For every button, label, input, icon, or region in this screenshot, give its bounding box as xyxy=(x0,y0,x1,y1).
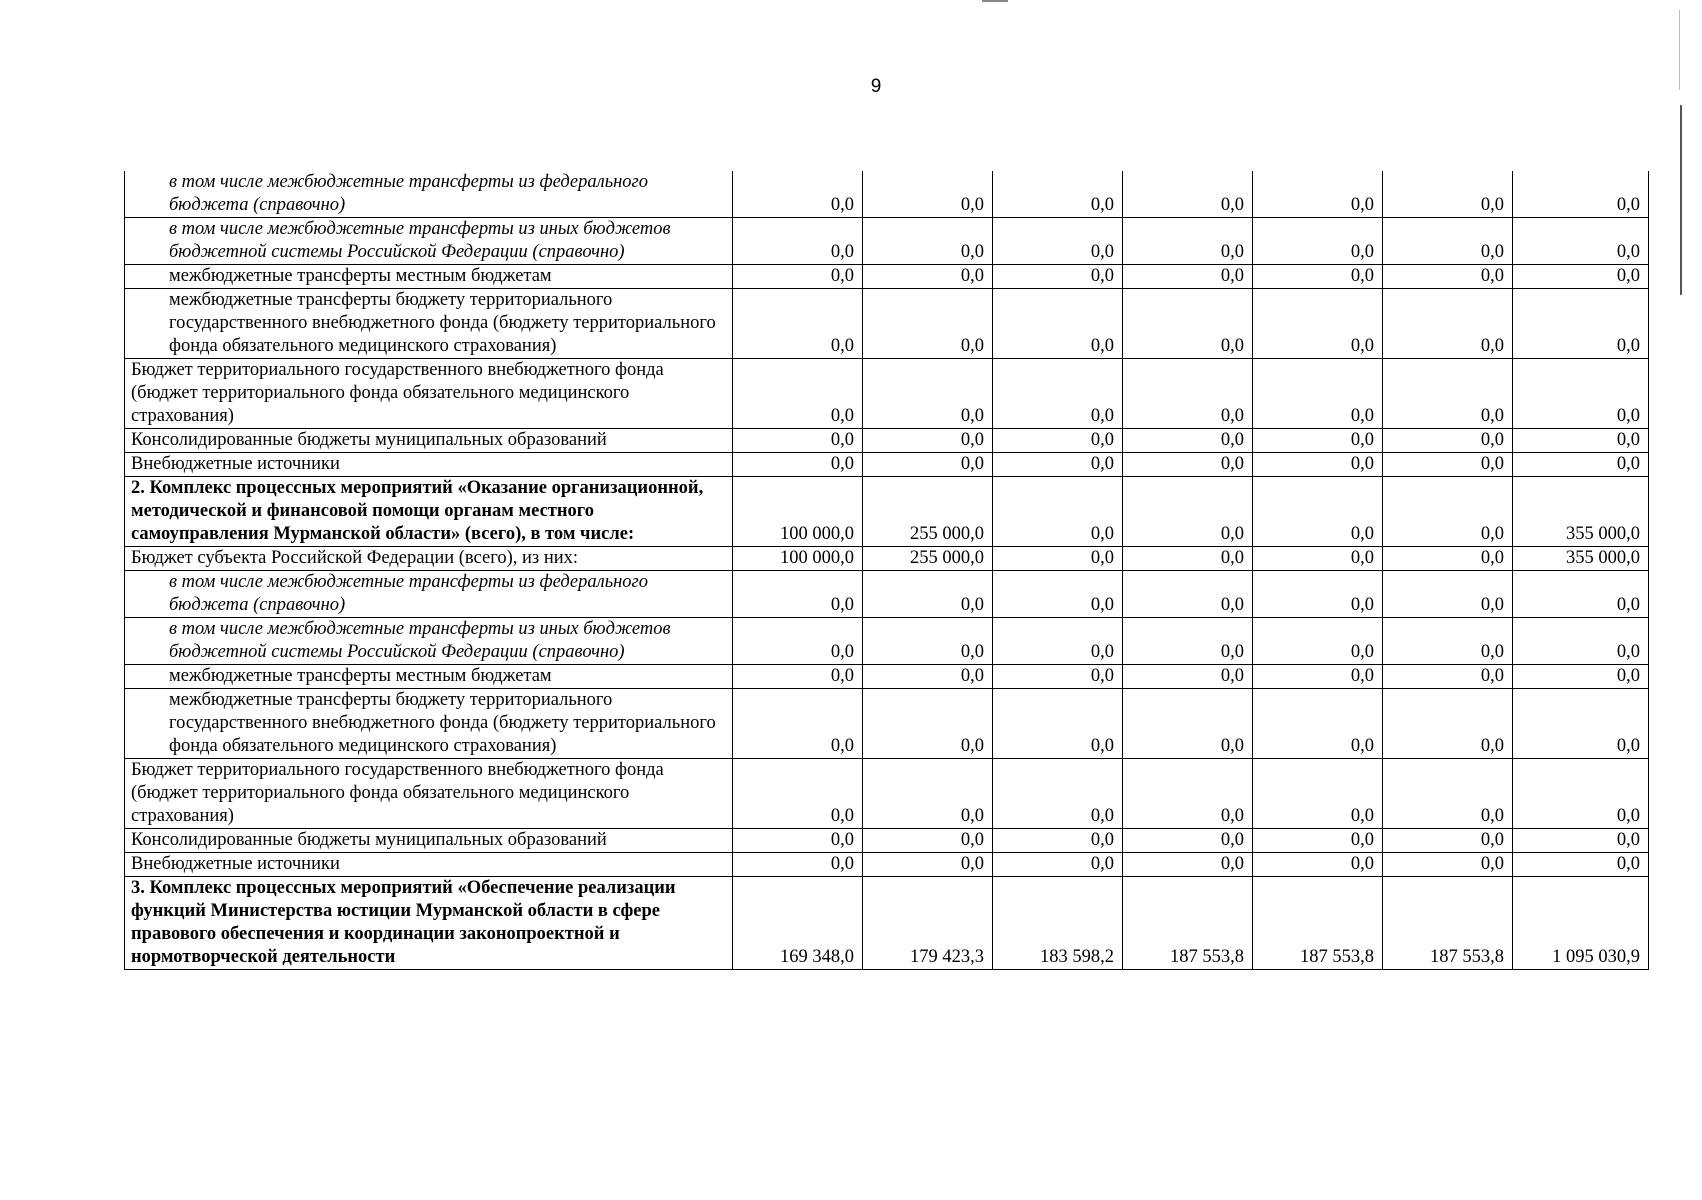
row-value-cell: 0,0 xyxy=(1383,171,1513,218)
row-value-cell: 0,0 xyxy=(1383,853,1513,877)
row-value-cell: 0,0 xyxy=(733,359,863,429)
row-value-cell: 0,0 xyxy=(993,453,1123,477)
row-total-cell: 0,0 xyxy=(1513,171,1649,218)
row-value-cell: 0,0 xyxy=(1383,689,1513,759)
row-value-cell: 179 423,3 xyxy=(863,877,993,970)
row-total-cell: 1 095 030,9 xyxy=(1513,877,1649,970)
row-value-cell: 0,0 xyxy=(863,359,993,429)
row-value-cell: 183 598,2 xyxy=(993,877,1123,970)
row-value-cell: 0,0 xyxy=(1383,265,1513,289)
row-value-cell: 0,0 xyxy=(863,853,993,877)
row-value-cell: 0,0 xyxy=(1383,289,1513,359)
row-value-cell: 0,0 xyxy=(733,289,863,359)
budget-table xyxy=(124,171,1649,970)
row-value-cell: 0,0 xyxy=(1383,618,1513,665)
row-label: 3. Комплекс процессных мероприятий «Обеспечение реализации функций Министерства юстиции Мурманской области в сфере правового обеспечения и координации законопроектной и нормотворческой деятельности xyxy=(125,877,733,970)
table-row xyxy=(125,289,1649,359)
row-label: межбюджетные трансферты местным бюджетам xyxy=(125,265,733,289)
table-row xyxy=(125,265,1649,289)
row-total-cell: 0,0 xyxy=(1513,265,1649,289)
row-value-cell: 187 553,8 xyxy=(1123,877,1253,970)
row-value-cell: 0,0 xyxy=(733,853,863,877)
row-value-cell: 0,0 xyxy=(863,218,993,265)
row-value-cell: 0,0 xyxy=(1253,829,1383,853)
row-total-cell: 0,0 xyxy=(1513,829,1649,853)
table-row xyxy=(125,429,1649,453)
row-value-cell: 0,0 xyxy=(863,429,993,453)
row-value-cell: 0,0 xyxy=(993,571,1123,618)
row-value-cell: 0,0 xyxy=(993,759,1123,829)
row-value-cell: 0,0 xyxy=(1253,853,1383,877)
row-value-cell: 0,0 xyxy=(1253,171,1383,218)
row-value-cell: 0,0 xyxy=(863,665,993,689)
row-value-cell: 0,0 xyxy=(733,571,863,618)
row-value-cell: 0,0 xyxy=(993,289,1123,359)
row-value-cell: 0,0 xyxy=(993,829,1123,853)
row-value-cell: 0,0 xyxy=(993,171,1123,218)
row-value-cell: 0,0 xyxy=(1383,547,1513,571)
row-value-cell: 0,0 xyxy=(1123,759,1253,829)
row-label: межбюджетные трансферты бюджету территориального государственного внебюджетного фонда (бюджету территориального фонда обязательного медицинского страхования) xyxy=(125,289,733,359)
row-label: Бюджет территориального государственного внебюджетного фонда (бюджет территориального фонда обязательного медицинского страхования) xyxy=(125,759,733,829)
row-total-cell: 0,0 xyxy=(1513,453,1649,477)
row-label: в том числе межбюджетные трансферты из иных бюджетов бюджетной системы Российской Федерации (справочно) xyxy=(125,618,733,665)
row-value-cell: 0,0 xyxy=(863,265,993,289)
row-label: Внебюджетные источники xyxy=(125,453,733,477)
row-value-cell: 0,0 xyxy=(993,665,1123,689)
table-row xyxy=(125,218,1649,265)
row-value-cell: 0,0 xyxy=(863,453,993,477)
row-value-cell: 100 000,0 xyxy=(733,477,863,547)
row-label: Консолидированные бюджеты муниципальных образований xyxy=(125,829,733,853)
row-value-cell: 0,0 xyxy=(733,689,863,759)
row-total-cell: 0,0 xyxy=(1513,618,1649,665)
row-value-cell: 0,0 xyxy=(1383,429,1513,453)
row-total-cell: 0,0 xyxy=(1513,289,1649,359)
row-value-cell: 0,0 xyxy=(993,618,1123,665)
row-total-cell: 0,0 xyxy=(1513,665,1649,689)
table-row xyxy=(125,759,1649,829)
table-row xyxy=(125,477,1649,547)
row-value-cell: 0,0 xyxy=(733,218,863,265)
row-value-cell: 0,0 xyxy=(863,689,993,759)
row-label: 2. Комплекс процессных мероприятий «Оказание организационной, методической и финансовой помощи органам местного самоуправления Мурманской области» (всего), в том числе: xyxy=(125,477,733,547)
row-total-cell: 355 000,0 xyxy=(1513,477,1649,547)
row-value-cell: 0,0 xyxy=(733,829,863,853)
row-value-cell: 0,0 xyxy=(1123,453,1253,477)
row-value-cell: 0,0 xyxy=(1253,359,1383,429)
row-value-cell: 0,0 xyxy=(1253,429,1383,453)
row-value-cell: 0,0 xyxy=(1383,665,1513,689)
row-value-cell: 0,0 xyxy=(1383,359,1513,429)
row-value-cell: 0,0 xyxy=(733,759,863,829)
row-label: Внебюджетные источники xyxy=(125,853,733,877)
row-total-cell: 355 000,0 xyxy=(1513,547,1649,571)
row-value-cell: 0,0 xyxy=(1123,829,1253,853)
row-value-cell: 0,0 xyxy=(1253,453,1383,477)
row-value-cell: 0,0 xyxy=(993,689,1123,759)
row-value-cell: 0,0 xyxy=(1383,218,1513,265)
row-value-cell: 0,0 xyxy=(993,853,1123,877)
row-value-cell: 0,0 xyxy=(993,359,1123,429)
row-value-cell: 0,0 xyxy=(1383,477,1513,547)
row-value-cell: 0,0 xyxy=(1123,853,1253,877)
row-total-cell: 0,0 xyxy=(1513,429,1649,453)
row-total-cell: 0,0 xyxy=(1513,853,1649,877)
row-value-cell: 0,0 xyxy=(1253,759,1383,829)
row-value-cell: 0,0 xyxy=(1383,453,1513,477)
row-value-cell: 0,0 xyxy=(1383,571,1513,618)
row-value-cell: 0,0 xyxy=(863,289,993,359)
row-label: межбюджетные трансферты местным бюджетам xyxy=(125,665,733,689)
row-value-cell: 0,0 xyxy=(993,265,1123,289)
row-value-cell: 0,0 xyxy=(1123,689,1253,759)
row-total-cell: 0,0 xyxy=(1513,689,1649,759)
table-row xyxy=(125,853,1649,877)
table-row xyxy=(125,618,1649,665)
row-value-cell: 0,0 xyxy=(733,665,863,689)
row-value-cell: 0,0 xyxy=(1253,477,1383,547)
row-label: Бюджет субъекта Российской Федерации (всего), из них: xyxy=(125,547,733,571)
row-value-cell: 0,0 xyxy=(1123,265,1253,289)
row-value-cell: 0,0 xyxy=(1123,618,1253,665)
row-value-cell: 0,0 xyxy=(733,618,863,665)
row-value-cell: 255 000,0 xyxy=(863,477,993,547)
row-value-cell: 187 553,8 xyxy=(1383,877,1513,970)
row-value-cell: 0,0 xyxy=(993,218,1123,265)
row-value-cell: 0,0 xyxy=(1253,265,1383,289)
row-value-cell: 0,0 xyxy=(863,829,993,853)
row-label: Бюджет территориального государственного внебюджетного фонда (бюджет территориального фонда обязательного медицинского страхования) xyxy=(125,359,733,429)
row-value-cell: 0,0 xyxy=(1123,218,1253,265)
page-number: 9 xyxy=(870,76,882,97)
row-total-cell: 0,0 xyxy=(1513,759,1649,829)
row-value-cell: 0,0 xyxy=(863,759,993,829)
row-value-cell: 0,0 xyxy=(993,429,1123,453)
row-value-cell: 0,0 xyxy=(1123,571,1253,618)
row-value-cell: 0,0 xyxy=(733,171,863,218)
row-value-cell: 0,0 xyxy=(1253,689,1383,759)
row-value-cell: 0,0 xyxy=(863,571,993,618)
table-row xyxy=(125,453,1649,477)
row-value-cell: 0,0 xyxy=(733,265,863,289)
row-value-cell: 0,0 xyxy=(733,429,863,453)
table-row xyxy=(125,665,1649,689)
row-value-cell: 0,0 xyxy=(1253,289,1383,359)
table-row xyxy=(125,547,1649,571)
table-row xyxy=(125,689,1649,759)
row-total-cell: 0,0 xyxy=(1513,359,1649,429)
scan-smudge xyxy=(982,0,1008,2)
row-value-cell: 0,0 xyxy=(1253,218,1383,265)
table-row xyxy=(125,829,1649,853)
table-row xyxy=(125,571,1649,618)
row-value-cell: 0,0 xyxy=(1123,289,1253,359)
row-value-cell: 169 348,0 xyxy=(733,877,863,970)
row-value-cell: 100 000,0 xyxy=(733,547,863,571)
row-total-cell: 0,0 xyxy=(1513,218,1649,265)
row-value-cell: 0,0 xyxy=(1253,571,1383,618)
row-value-cell: 0,0 xyxy=(993,477,1123,547)
row-value-cell: 0,0 xyxy=(1253,618,1383,665)
row-label: в том числе межбюджетные трансферты из иных бюджетов бюджетной системы Российской Федерации (справочно) xyxy=(125,218,733,265)
row-label: межбюджетные трансферты бюджету территориального государственного внебюджетного фонда (бюджету территориального фонда обязательного медицинского страхования) xyxy=(125,689,733,759)
row-value-cell: 187 553,8 xyxy=(1253,877,1383,970)
row-value-cell: 0,0 xyxy=(1123,171,1253,218)
row-value-cell: 0,0 xyxy=(1123,429,1253,453)
row-label: в том числе межбюджетные трансферты из федерального бюджета (справочно) xyxy=(125,171,733,218)
row-value-cell: 0,0 xyxy=(1253,665,1383,689)
row-total-cell: 0,0 xyxy=(1513,571,1649,618)
table-row xyxy=(125,171,1649,218)
row-value-cell: 0,0 xyxy=(863,618,993,665)
row-value-cell: 0,0 xyxy=(1123,359,1253,429)
row-value-cell: 0,0 xyxy=(1123,547,1253,571)
row-label: Консолидированные бюджеты муниципальных образований xyxy=(125,429,733,453)
table-row xyxy=(125,359,1649,429)
row-value-cell: 0,0 xyxy=(733,453,863,477)
row-value-cell: 0,0 xyxy=(1253,547,1383,571)
table-row xyxy=(125,877,1649,970)
row-value-cell: 0,0 xyxy=(993,547,1123,571)
scan-edge-mark xyxy=(1680,105,1682,295)
row-value-cell: 0,0 xyxy=(863,171,993,218)
row-label: в том числе межбюджетные трансферты из федерального бюджета (справочно) xyxy=(125,571,733,618)
row-value-cell: 0,0 xyxy=(1383,829,1513,853)
row-value-cell: 0,0 xyxy=(1383,759,1513,829)
row-value-cell: 255 000,0 xyxy=(863,547,993,571)
row-value-cell: 0,0 xyxy=(1123,665,1253,689)
row-value-cell: 0,0 xyxy=(1123,477,1253,547)
